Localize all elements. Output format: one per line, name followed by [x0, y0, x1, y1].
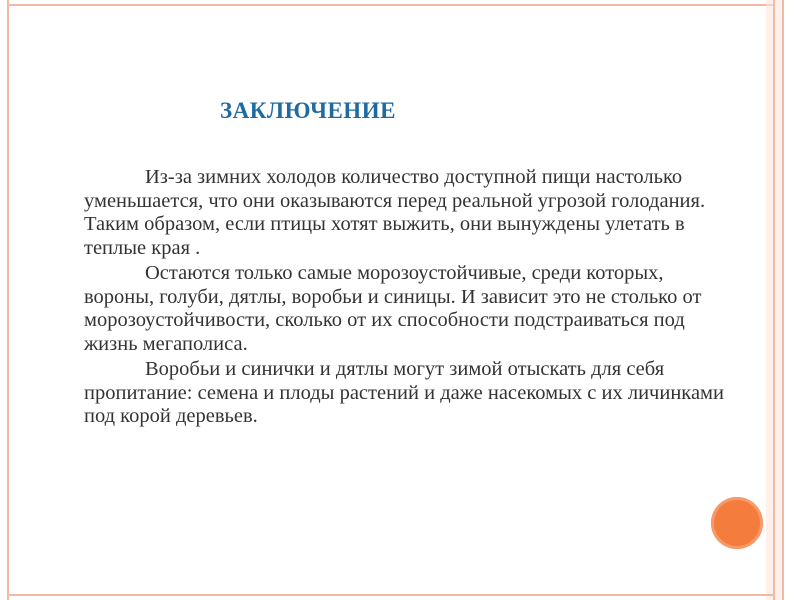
orange-circle-icon [711, 497, 763, 549]
frame-right-inner-line [773, 0, 775, 600]
slide-body [84, 166, 734, 429]
paragraph-2: Остаются только самые морозоустойчивые, среди которых, вороны, голуби, дятлы, воробьи и синицы. И зависит это не столько от морозоустойчивости, сколько от их способности подстраиваться под жизнь мегаполиса. [84, 262, 702, 355]
paragraph-1: Из-за зимних холодов количество доступной пищи настолько уменьшается, что они оказываются перед реальной угрозой голодания. Таким образом, если птицы хотят выжить, они вынуждены улетать в теплые края . [84, 166, 706, 259]
slide-title: ЗАКЛЮЧЕНИЕ [220, 98, 396, 123]
frame-right-outer-line [782, 0, 784, 600]
frame-bottom-border [9, 594, 774, 596]
paragraph-3: Воробьи и синички и дятлы могут зимой отыскать для себя пропитание: семена и плоды растений и даже насекомых с их личинками под корой деревьев. [84, 358, 724, 427]
frame-top-border [9, 4, 774, 6]
frame-left-border [0, 0, 9, 600]
